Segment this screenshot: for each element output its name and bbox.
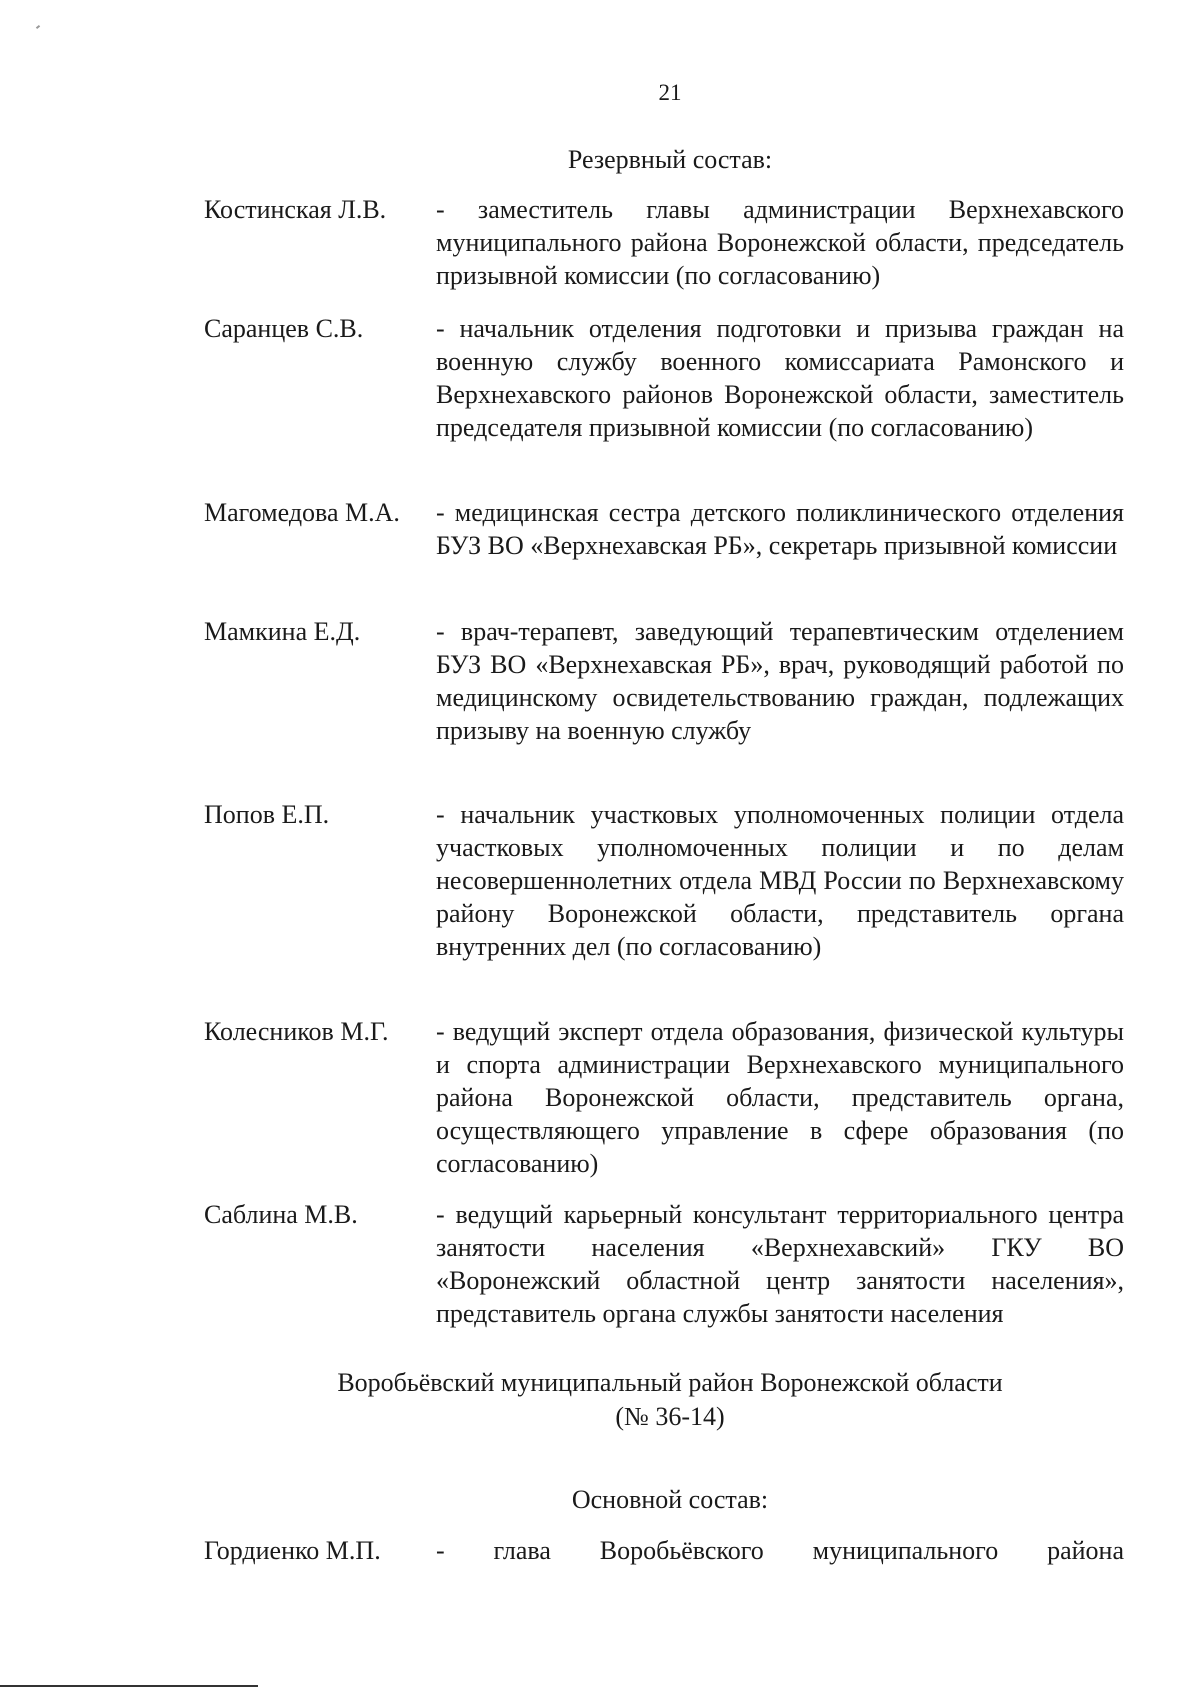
member-role: - глава Воробьёвского муниципального района bbox=[436, 1536, 1124, 1565]
member-role: - ведущий карьерный консультант территориального центра занятости населения «Верхнехавский» ГКУ ВО «Воронежский областной центр занятости населения», представитель органа службы занятости населения bbox=[436, 1200, 1124, 1328]
member-name: Колесников М.Г. bbox=[204, 1017, 389, 1046]
member-role: - начальник участковых уполномоченных полиции отдела участковых уполномоченных полиции и по делам несовершеннолетних отдела МВД России по Верхнехавскому району Воронежской области, представитель органа внутренних дел (по согласованию) bbox=[436, 800, 1124, 961]
member-name: Гордиенко М.П. bbox=[204, 1536, 381, 1565]
member-name: Саблина М.В. bbox=[204, 1200, 358, 1229]
page-number: 21 bbox=[658, 80, 682, 105]
member-role: - начальник отделения подготовки и призыва граждан на военную службу военного комиссариата Рамонского и Верхнехавского районов Воронежской области, заместитель председателя призывной комиссии (по согласованию) bbox=[436, 314, 1124, 442]
member-entry bbox=[204, 496, 1124, 562]
scan-edge-line bbox=[0, 1685, 258, 1687]
member-role: - врач-терапевт, заведующий терапевтическим отделением БУЗ ВО «Верхнехавская РБ», врач, руководящий работой по медицинскому освидетельствованию граждан, подлежащих призыву на военную службу bbox=[436, 617, 1124, 745]
member-name: Магомедова М.А. bbox=[204, 498, 400, 527]
member-entry bbox=[204, 193, 1124, 292]
member-entry bbox=[204, 312, 1124, 444]
member-role: - медицинская сестра детского поликлинического отделения БУЗ ВО «Верхнехавская РБ», секретарь призывной комиссии bbox=[436, 498, 1124, 560]
member-role: - заместитель главы администрации Верхнехавского муниципального района Воронежской области, председатель призывной комиссии (по согласованию) bbox=[436, 195, 1124, 290]
member-entry bbox=[204, 615, 1124, 747]
member-name: Саранцев С.В. bbox=[204, 314, 364, 343]
member-name: Мамкина Е.Д. bbox=[204, 617, 361, 646]
member-entry bbox=[204, 798, 1124, 963]
member-name: Попов Е.П. bbox=[204, 800, 330, 829]
main-section-title: Основной состав: bbox=[571, 1485, 769, 1514]
district-heading-line1: Воробьёвский муниципальный район Воронежской области bbox=[337, 1368, 1003, 1397]
member-entry bbox=[204, 1534, 1124, 1567]
member-entry bbox=[204, 1015, 1124, 1180]
member-entry bbox=[204, 1198, 1124, 1330]
member-role: - ведущий эксперт отдела образования, физической культуры и спорта администрации Верхнехавского муниципального района Воронежской области, представитель органа, осуществляющего управление в сфере образования (по согласованию) bbox=[436, 1017, 1124, 1178]
district-heading-number: (№ 36-14) bbox=[615, 1402, 725, 1431]
scan-speck bbox=[36, 25, 40, 29]
reserve-section-title: Резервный состав: bbox=[567, 145, 773, 174]
member-name: Костинская Л.В. bbox=[204, 195, 387, 224]
